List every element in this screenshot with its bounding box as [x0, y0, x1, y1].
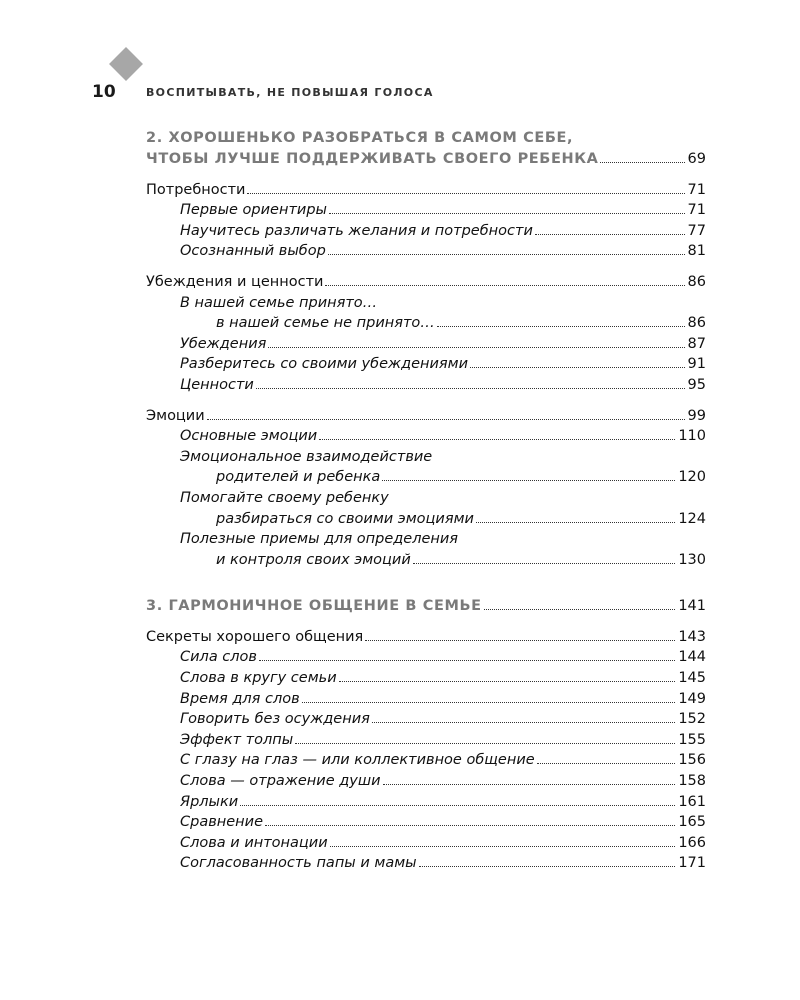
page-ref: 95	[687, 376, 706, 393]
chapter-2-heading[interactable]	[146, 128, 706, 170]
leader-dots	[476, 522, 675, 523]
page-ref: 87	[687, 335, 706, 352]
chapter-2-title-line1: 2. ХОРОШЕНЬКО РАЗОБРАТЬСЯ В САМОМ СЕБЕ,	[146, 130, 574, 146]
toc-entry-beliefs[interactable]	[146, 272, 706, 293]
entry-title-line1: Помогайте своему ребенку	[180, 489, 389, 506]
entry-title: Осознанный выбор	[180, 243, 326, 260]
toc-subentry[interactable]	[146, 375, 706, 396]
entry-title: Основные эмоции	[180, 428, 318, 445]
toc-subentry[interactable]	[146, 833, 706, 854]
entry-title: Эффект толпы	[180, 731, 294, 748]
page-ref: 143	[678, 628, 706, 645]
leader-dots	[419, 866, 676, 867]
toc-subentry[interactable]	[146, 334, 706, 355]
entry-title-line2: родителей и ребенка	[216, 469, 381, 486]
page-ref: 99	[687, 407, 706, 424]
leader-dots	[365, 640, 675, 641]
leader-dots	[325, 285, 684, 286]
leader-dots	[372, 722, 675, 723]
page-ref: 71	[687, 181, 706, 198]
toc-subentry[interactable]	[146, 426, 706, 447]
entry-title-line2: разбираться со своими эмоциями	[216, 510, 474, 527]
leader-dots	[600, 162, 684, 163]
chapter-3-heading[interactable]	[146, 596, 706, 617]
leader-dots	[470, 367, 685, 368]
page-ref: 71	[687, 202, 706, 219]
page-ref: 158	[678, 773, 706, 790]
entry-title-line1: Эмоциональное взаимодействие	[180, 448, 433, 465]
page-ref: 86	[687, 315, 706, 332]
page-number: 10	[92, 82, 116, 102]
table-of-contents	[146, 128, 706, 874]
entry-title-line2: в нашей семье не принято…	[216, 315, 435, 332]
leader-dots	[207, 419, 685, 420]
entry-title: Научитесь различать желания и потребности	[180, 222, 533, 239]
page-ref: 120	[678, 469, 706, 486]
leader-dots	[382, 480, 675, 481]
toc-entry-communication[interactable]	[146, 627, 706, 648]
running-head-title: ВОСПИТЫВАТЬ, НЕ ПОВЫШАЯ ГОЛОСА	[146, 86, 434, 99]
toc-subentry[interactable]	[146, 750, 706, 771]
page-ref: 124	[678, 510, 706, 527]
leader-dots	[319, 439, 675, 440]
entry-title: Время для слов	[180, 690, 300, 707]
toc-subentry[interactable]	[146, 221, 706, 242]
toc-subentry[interactable]	[146, 771, 706, 792]
leader-dots	[295, 743, 675, 744]
leader-dots	[484, 609, 676, 610]
toc-subentry[interactable]	[146, 792, 706, 813]
entry-title: Ценности	[180, 376, 254, 393]
page-ref: 149	[678, 690, 706, 707]
entry-title: Эмоции	[146, 407, 205, 424]
page-ref: 166	[678, 834, 706, 851]
leader-dots	[535, 234, 685, 235]
corner-diamond-mark	[109, 47, 143, 81]
leader-dots	[330, 846, 676, 847]
page-ref: 77	[687, 222, 706, 239]
entry-title: Секреты хорошего общения	[146, 628, 364, 645]
leader-dots	[328, 254, 685, 255]
page-ref: 155	[678, 731, 706, 748]
toc-subentry[interactable]	[146, 241, 706, 262]
leader-dots	[240, 805, 675, 806]
entry-title-line1: Полезные приемы для определения	[180, 531, 459, 548]
page-ref: 156	[678, 752, 706, 769]
leader-dots	[259, 660, 675, 661]
toc-subentry-multiline[interactable]	[146, 488, 706, 529]
leader-dots	[302, 702, 676, 703]
entry-title: Первые ориентиры	[180, 202, 327, 219]
leader-dots	[265, 825, 675, 826]
entry-title-line2: и контроля своих эмоций	[216, 551, 411, 568]
page-ref: 69	[687, 151, 706, 167]
leader-dots	[537, 763, 676, 764]
entry-title: Разберитесь со своими убеждениями	[180, 356, 469, 373]
entry-title: Убеждения	[180, 335, 267, 352]
entry-title-line1: В нашей семье принято…	[180, 294, 378, 311]
toc-subentry[interactable]	[146, 853, 706, 874]
page-ref: 161	[678, 793, 706, 810]
leader-dots	[413, 563, 676, 564]
page-ref: 144	[678, 649, 706, 666]
entry-title: Убеждения и ценности	[146, 273, 324, 290]
page-ref: 110	[678, 428, 706, 445]
entry-title: Согласованность папы и мамы	[180, 855, 417, 872]
toc-entry-emotions[interactable]	[146, 406, 706, 427]
entry-title: Сравнение	[180, 814, 263, 831]
page-ref: 171	[678, 855, 706, 872]
entry-title: Слова и интонации	[180, 834, 328, 851]
page-ref: 86	[687, 273, 706, 290]
toc-subentry[interactable]	[146, 689, 706, 710]
page-ref: 91	[687, 356, 706, 373]
toc-entry-needs[interactable]	[146, 180, 706, 201]
entry-title: Слова — отражение души	[180, 773, 381, 790]
leader-dots	[437, 326, 685, 327]
toc-subentry[interactable]	[146, 354, 706, 375]
toc-subentry[interactable]	[146, 668, 706, 689]
leader-dots	[383, 784, 676, 785]
entry-title: С глазу на глаз — или коллективное общение	[180, 752, 535, 769]
page-ref: 165	[678, 814, 706, 831]
chapter-2-title-line2: ЧТОБЫ ЛУЧШЕ ПОДДЕРЖИВАТЬ СВОЕГО РЕБЕНКА	[146, 151, 599, 167]
leader-dots	[256, 388, 685, 389]
toc-subentry-multiline[interactable]	[146, 529, 706, 570]
toc-subentry[interactable]	[146, 812, 706, 833]
page-ref: 130	[678, 551, 706, 568]
page-ref: 141	[678, 598, 706, 615]
entry-title: Потребности	[146, 181, 246, 198]
entry-title: Говорить без осуждения	[180, 711, 370, 728]
leader-dots	[329, 213, 685, 214]
toc-subentry-multiline[interactable]	[146, 293, 706, 334]
entry-title: Слова в кругу семьи	[180, 670, 337, 687]
toc-subentry[interactable]	[146, 200, 706, 221]
toc-subentry[interactable]	[146, 709, 706, 730]
entry-title: Сила слов	[180, 649, 257, 666]
entry-title: Ярлыки	[180, 793, 239, 810]
page-ref: 145	[678, 670, 706, 687]
leader-dots	[339, 681, 676, 682]
chapter-3-title: 3. ГАРМОНИЧНОЕ ОБЩЕНИЕ В СЕМЬЕ	[146, 598, 482, 615]
toc-subentry-multiline[interactable]	[146, 447, 706, 488]
page-ref: 152	[678, 711, 706, 728]
toc-subentry[interactable]	[146, 647, 706, 668]
leader-dots	[268, 347, 684, 348]
leader-dots	[247, 193, 684, 194]
toc-subentry[interactable]	[146, 730, 706, 751]
page-ref: 81	[687, 243, 706, 260]
